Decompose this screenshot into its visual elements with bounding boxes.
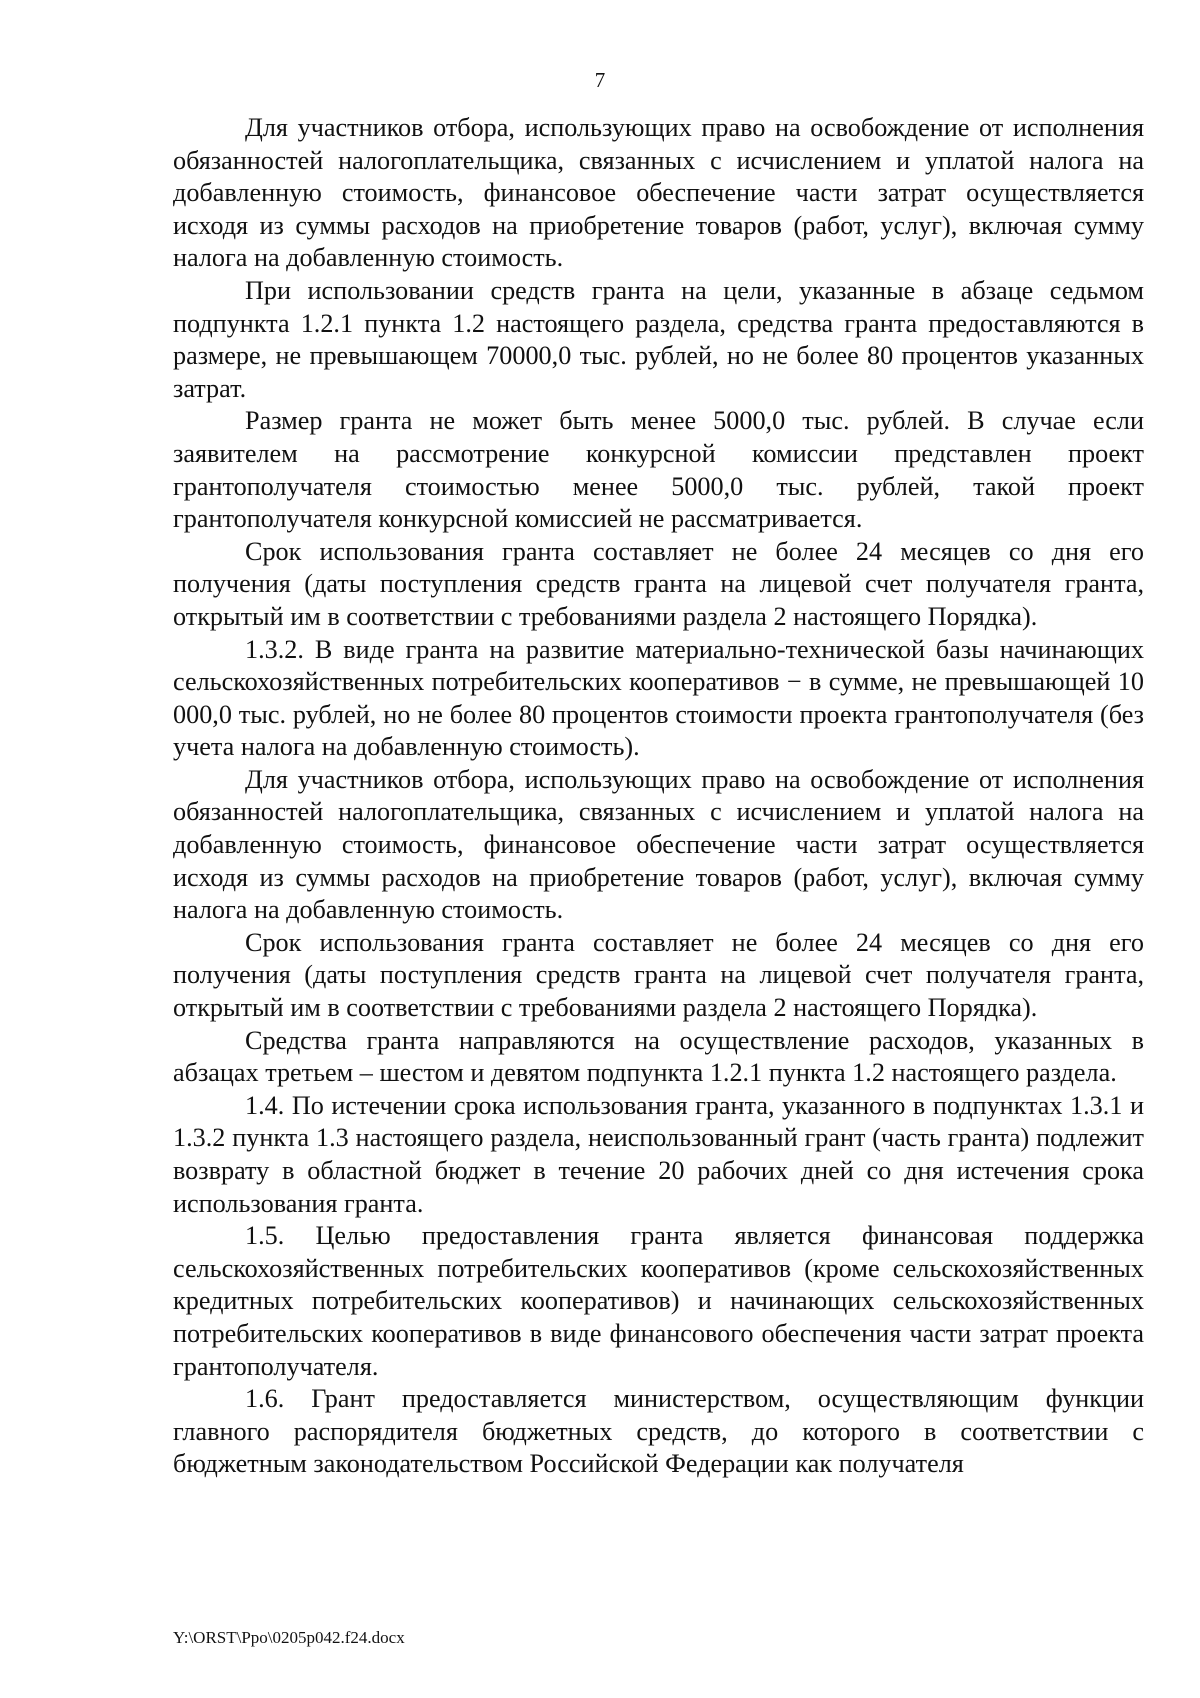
paragraph-grant-minimum: Размер гранта не может быть менее 5000,0 тыс. рублей. В случае если заявителем на рассмотрение конкурсной комиссии представлен проект грантополучателя стоимостью менее 5000,0 тыс. рублей, такой проект грантополучателя конкурсной комиссией не рассматривается. (173, 406, 1144, 534)
paragraph-1-6: 1.6. Грант предоставляется министерством, осуществляющим функции главного распорядителя бюджетных средств, до которого в соответствии с бюджетным законодательством Российской Федерации как получателя (173, 1384, 1144, 1479)
footer-file-path: Y:\ORST\Ppo\0205p042.f24.docx (173, 1628, 405, 1647)
paragraph-grant-limit: При использовании средств гранта на цели, указанные в абзаце седьмом подпункта 1.2.1 пункта 1.2 настоящего раздела, средства гранта предоставляются в размере, не превышающем 70000,0 тыс. рублей, но не более 80 процентов указанных затрат. (173, 275, 1144, 403)
page-number: 7 (594, 68, 606, 92)
document-body (173, 112, 1144, 1481)
paragraph-vat-exemption-2: Для участников отбора, использующих право на освобождение от исполнения обязанностей налогоплательщика, связанных с исчислением и уплатой налога на добавленную стоимость, финансовое обеспечение части затрат осуществляется исходя из суммы расходов на приобретение товаров (работ, услуг), включая сумму налога на добавленную стоимость. (173, 764, 1144, 925)
paragraph-vat-exemption: Для участников отбора, использующих право на освобождение от исполнения обязанностей налогоплательщика, связанных с исчислением и уплатой налога на добавленную стоимость, финансовое обеспечение части затрат осуществляется исходя из суммы расходов на приобретение товаров (работ, услуг), включая сумму налога на добавленную стоимость. (173, 113, 1144, 273)
paragraph-grant-expenses: Средства гранта направляются на осуществление расходов, указанных в абзацах третьем – шестом и девятом подпункта 1.2.1 пункта 1.2 настоящего раздела. (173, 1025, 1144, 1088)
paragraph-1-5: 1.5. Целью предоставления гранта является финансовая поддержка сельскохозяйственных потребительских кооперативов (кроме сельскохозяйственных кредитных потребительских кооперативов) и начинающих сельскохозяйственных потребительских кооперативов в виде финансового обеспечения части затрат проекта грантополучателя. (173, 1221, 1144, 1381)
paragraph-1-4: 1.4. По истечении срока использования гранта, указанного в подпунктах 1.3.1 и 1.3.2 пункта 1.3 настоящего раздела, неиспользованный грант (часть гранта) подлежит возврату в областной бюджет в течение 20 рабочих дней со дня истечения срока использования гранта. (173, 1090, 1144, 1218)
paragraph-grant-term: Срок использования гранта составляет не более 24 месяцев со дня его получения (даты поступления средств гранта на лицевой счет получателя гранта, открытый им в соответствии с требованиями раздела 2 настоящего Порядка). (173, 536, 1144, 631)
paragraph-1-3-2: 1.3.2. В виде гранта на развитие материально-технической базы начинающих сельскохозяйственных потребительских кооперативов − в сумме, не превышающей 10 000,0 тыс. рублей, но не более 80 процентов стоимости проекта грантополучателя (без учета налога на добавленную стоимость). (173, 634, 1144, 762)
paragraph-grant-term-2: Срок использования гранта составляет не более 24 месяцев со дня его получения (даты поступления средств гранта на лицевой счет получателя гранта, открытый им в соответствии с требованиями раздела 2 настоящего Порядка). (173, 927, 1144, 1023)
